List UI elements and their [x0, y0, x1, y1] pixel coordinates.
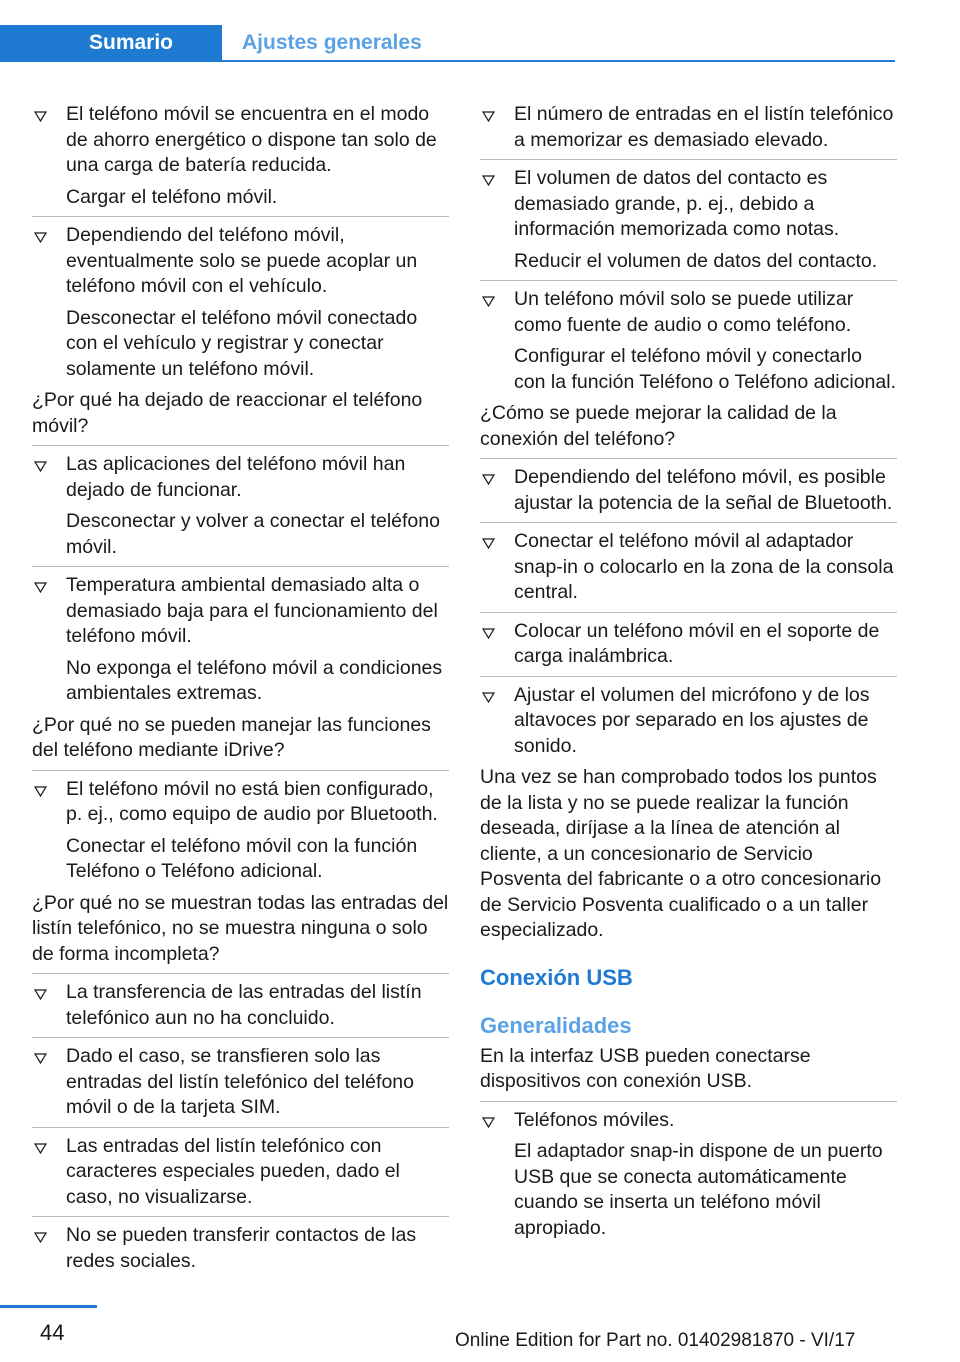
- list-item: [480, 683, 897, 760]
- left-column: [32, 102, 449, 1280]
- divider: [480, 280, 897, 281]
- bullet-triangle-icon: [482, 628, 495, 639]
- question: ¿Por qué ha dejado de reaccionar el teléfono móvil?: [32, 389, 423, 437]
- divider: [480, 458, 897, 459]
- list-item-text: Ajustar el volumen del micrófono y de los altavoces por separado en los ajustes de sonido.: [514, 683, 870, 757]
- bullet-triangle-icon: [34, 111, 47, 122]
- list-item: [480, 465, 897, 516]
- list-item-text: Temperatura ambiental demasiado alta o demasiado baja para el funcionamiento del teléfono móvil.: [66, 574, 438, 647]
- bullet-triangle-icon: [34, 1232, 47, 1243]
- question: ¿Por qué no se pueden manejar las funciones del teléfono mediante iDrive?: [32, 713, 431, 761]
- question: ¿Por qué no se muestran todas las entradas del listín telefónico, no se muestra ninguna o solo de forma incompleta?: [32, 891, 449, 965]
- list-item: [32, 452, 449, 560]
- list-item-action: Desconectar y volver a conectar el teléfono móvil.: [66, 510, 440, 558]
- bullet-triangle-icon: [482, 175, 495, 186]
- list-item-action: Reducir el volumen de datos del contacto.: [514, 249, 878, 272]
- bullet-triangle-icon: [482, 111, 495, 122]
- bullet-triangle-icon: [34, 786, 47, 797]
- list-item: [32, 777, 449, 885]
- question: ¿Cómo se puede mejorar la calidad de la conexión del teléfono?: [480, 402, 837, 450]
- list-item-text: La transferencia de las entradas del listín telefónico aun no ha concluido.: [66, 981, 422, 1029]
- list-item-text: Las aplicaciones del teléfono móvil han dejado de funcionar.: [66, 453, 406, 501]
- list-item: [480, 166, 897, 274]
- list-item-text: El volumen de datos del contacto es demasiado grande, p. ej., debido a información memorizada como notas.: [514, 167, 840, 240]
- bullet-triangle-icon: [34, 1143, 47, 1154]
- subsection-heading: Generalidades: [480, 1012, 632, 1038]
- divider: [32, 566, 449, 567]
- list-item: [480, 102, 897, 153]
- divider: [32, 1216, 449, 1217]
- tab-sumario[interactable]: Sumario: [0, 25, 222, 61]
- list-item-text: Dependiendo del teléfono móvil, eventualmente solo se puede acoplar un teléfono móvil con el vehículo.: [66, 224, 418, 297]
- list-item-text: El número de entradas en el listín telefónico a memorizar es demasiado elevado.: [514, 103, 894, 151]
- divider: [32, 973, 449, 974]
- list-item: [32, 1044, 449, 1121]
- list-item-text: Conectar el teléfono móvil al adaptador snap-in o colocarlo en la zona de la consola central.: [514, 530, 894, 603]
- intro-paragraph: En la interfaz USB pueden conectarse dispositivos con conexión USB.: [480, 1044, 811, 1092]
- list-item: [32, 1134, 449, 1211]
- bullet-triangle-icon: [482, 296, 495, 307]
- list-item: [480, 529, 897, 606]
- list-item-text: Dependiendo del teléfono móvil, es posible ajustar la potencia de la señal de Bluetooth.: [514, 466, 893, 514]
- bullet-triangle-icon: [34, 1053, 47, 1064]
- bullet-triangle-icon: [482, 692, 495, 703]
- list-item-text: Teléfonos móviles.: [514, 1108, 675, 1131]
- divider: [32, 1037, 449, 1038]
- bullet-triangle-icon: [482, 1117, 495, 1128]
- right-column: [480, 102, 897, 1247]
- section-heading: Conexión USB: [480, 964, 633, 990]
- list-item-action: No exponga el teléfono móvil a condiciones ambientales extremas.: [66, 656, 443, 704]
- page-header: [0, 25, 895, 61]
- bullet-triangle-icon: [482, 474, 495, 485]
- list-item: [32, 223, 449, 382]
- list-item: [32, 1223, 449, 1274]
- divider: [480, 522, 897, 523]
- divider: [480, 159, 897, 160]
- list-item-text: No se pueden transferir contactos de las redes sociales.: [66, 1224, 417, 1272]
- list-item-action: El adaptador snap-in dispone de un puerto USB que se conecta automáticamente cuando se inserta un teléfono móvil apropiado.: [514, 1140, 883, 1239]
- bullet-triangle-icon: [34, 582, 47, 593]
- divider: [32, 770, 449, 771]
- list-item: [480, 619, 897, 670]
- divider: [32, 216, 449, 217]
- page-number: 44: [40, 1320, 65, 1345]
- list-item-text: Las entradas del listín telefónico con caracteres especiales pueden, dado el caso, no visualizarse.: [66, 1134, 400, 1208]
- list-item-text: El teléfono móvil se encuentra en el modo de ahorro energético o dispone tan solo de una carga de batería reducida.: [66, 103, 437, 176]
- list-item: [32, 980, 449, 1031]
- bullet-triangle-icon: [34, 461, 47, 472]
- list-item: [480, 287, 897, 395]
- list-item-text: Colocar un teléfono móvil en el soporte de carga inalámbrica.: [514, 619, 880, 667]
- divider: [480, 1101, 897, 1102]
- divider: [32, 445, 449, 446]
- tab-ajustes-generales[interactable]: Ajustes generales: [242, 31, 422, 54]
- bullet-triangle-icon: [482, 538, 495, 549]
- closing-paragraph: Una vez se han comprobado todos los puntos de la lista y no se puede realizar la función deseada, diríjase a la línea de atención al cliente, a un concesionario de Servicio Posventa del fabricante o a otro concesionario de Servicio Posventa cualificado o a un taller especializado.: [480, 766, 882, 941]
- bullet-triangle-icon: [34, 232, 47, 243]
- list-item: [480, 1108, 897, 1242]
- divider: [480, 612, 897, 613]
- list-item-text: Dado el caso, se transfieren solo las entradas del listín telefónico del teléfono móvil o de la tarjeta SIM.: [66, 1045, 414, 1118]
- bullet-triangle-icon: [34, 989, 47, 1000]
- list-item-action: Desconectar el teléfono móvil conectado con el vehículo y registrar y conectar solamente un teléfono móvil.: [66, 306, 418, 380]
- divider: [480, 676, 897, 677]
- header-rule: [0, 60, 895, 62]
- list-item-action: Cargar el teléfono móvil.: [66, 185, 278, 208]
- list-item: [32, 102, 449, 210]
- list-item-text: Un teléfono móvil solo se puede utilizar como fuente de audio o como teléfono.: [514, 288, 854, 336]
- list-item-action: Conectar el teléfono móvil con la función Teléfono o Teléfono adicional.: [66, 834, 418, 882]
- footer-rule: [0, 1305, 97, 1308]
- edition-note: Online Edition for Part no. 01402981870 - VI/17: [455, 1330, 856, 1351]
- list-item-action: Configurar el teléfono móvil y conectarlo con la función Teléfono o Teléfono adicional.: [514, 345, 896, 393]
- divider: [32, 1127, 449, 1128]
- list-item-text: El teléfono móvil no está bien configurado, p. ej., como equipo de audio por Bluetooth.: [66, 777, 438, 825]
- list-item: [32, 573, 449, 707]
